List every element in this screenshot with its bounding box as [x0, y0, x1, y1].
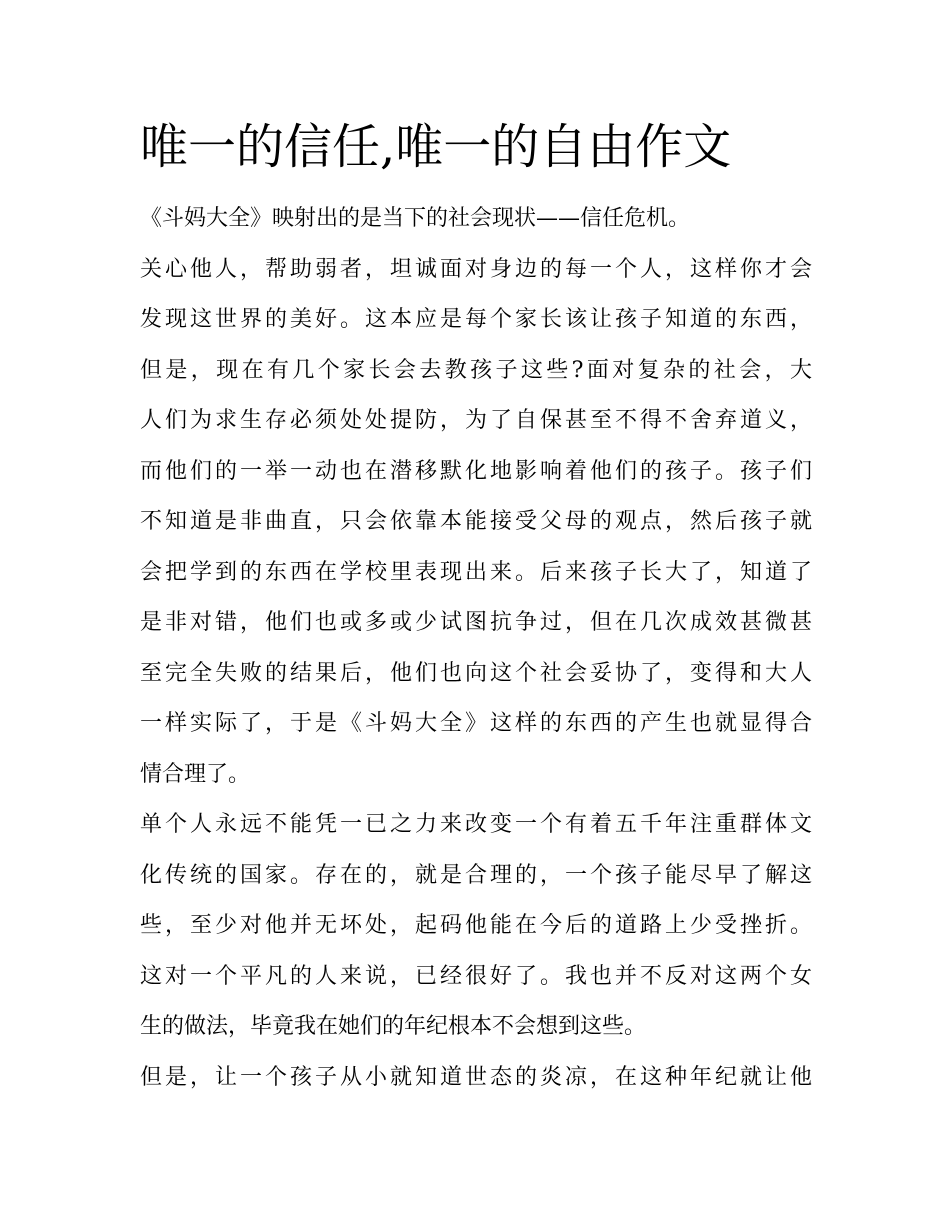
text-line: 生的做法，毕竟我在她们的年纪根本不会想到这些。 [140, 1014, 647, 1039]
paragraph-2 [140, 245, 812, 801]
text-line: 关心他人，帮助弱者，坦诚面对身边的每一个人，这样你才会 [140, 256, 812, 282]
text-line: 些，至少对他并无坏处，起码他能在今后的道路上少受挫折。 [140, 913, 812, 938]
text-line: 但是，现在有几个家长会去教孩子这些?面对复杂的社会，大 [140, 357, 813, 383]
text-line: 情合理了。 [140, 761, 251, 787]
text-line: 发现这世界的美好。这本应是每个家长该让孩子知道的东西， [140, 307, 812, 332]
document-page [140, 112, 812, 1103]
paragraph-1 [140, 194, 812, 245]
text-line: 至完全失败的结果后，他们也向这个社会妥协了，变得和大人 [140, 660, 812, 686]
text-line: 化传统的国家。存在的，就是合理的，一个孩子能尽早了解这 [140, 862, 812, 888]
text-line: 人们为求生存必须处处提防，为了自保甚至不得不舍弃道义， [140, 408, 812, 433]
text-line: 单个人永远不能凭一已之力来改变一个有着五千年注重群体文 [140, 812, 812, 837]
document-title: 唯一的信任,唯一的自由作文 [140, 119, 732, 175]
text-line: 《斗妈大全》映射出的是当下的社会现状——信任危机。 [140, 206, 691, 231]
paragraph-3 [140, 800, 812, 1053]
text-line: 而他们的一举一动也在潜移默化地影响着他们的孩子。孩子们 [140, 458, 812, 484]
paragraph-4 [140, 1053, 812, 1104]
text-line: 这对一个平凡的人来说，已经很好了。我也并不反对这两个女 [140, 963, 812, 989]
text-line: 是非对错，他们也或多或少试图抗争过，但在几次成效甚微甚 [140, 610, 812, 635]
text-line: 一样实际了，于是《斗妈大全》这样的东西的产生也就显得合 [140, 711, 812, 736]
text-line: 会把学到的东西在学校里表现出来。后来孩子长大了，知道了 [140, 559, 812, 585]
text-line: 但是，让一个孩子从小就知道世态的炎凉，在这种年纪就让他 [140, 1064, 812, 1090]
text-line: 不知道是非曲直，只会依靠本能接受父母的观点，然后孩子就 [140, 509, 812, 534]
